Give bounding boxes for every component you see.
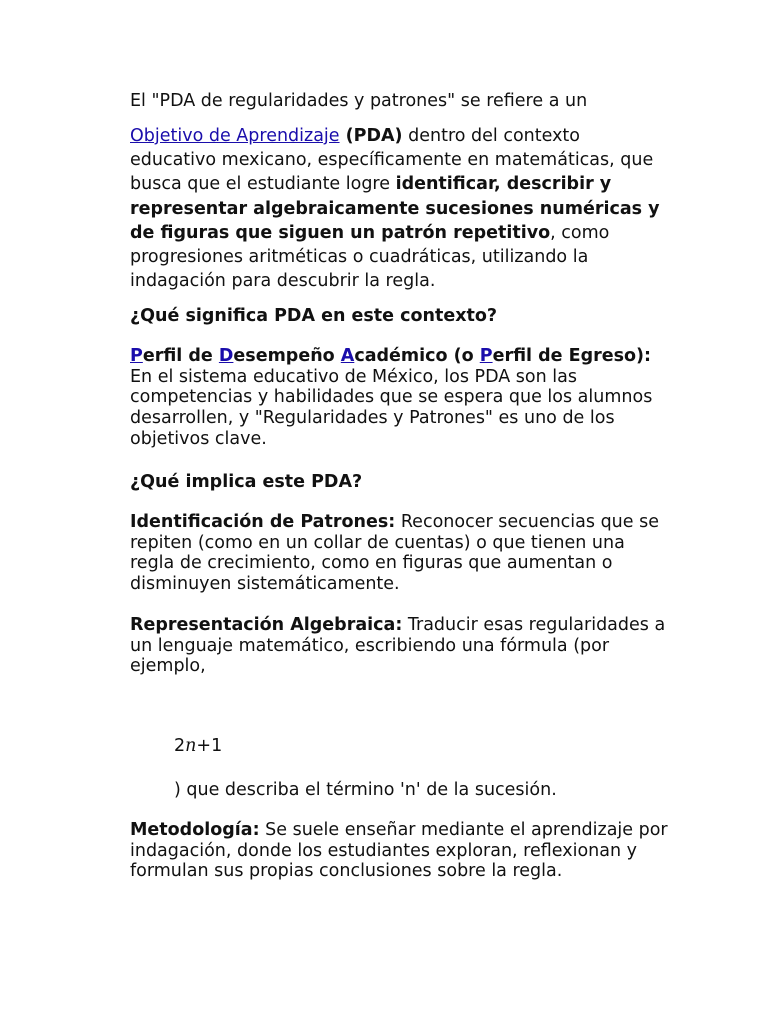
link-letter-p2[interactable]: P <box>479 346 493 366</box>
item-metodologia-label: Metodología: <box>130 820 260 840</box>
intro-line <box>130 89 670 113</box>
item-metodologia-text: Se suele enseñar mediante el aprendizaje por indagación, donde los estudiantes exploran, reflexionan y formulan sus propias conclusiones sobre la regla. <box>130 820 668 882</box>
link-letter-a[interactable]: A <box>340 346 355 366</box>
formula-coefficient: 2 <box>174 736 186 756</box>
perfil-word-1: erfil de <box>142 346 219 366</box>
intro-paragraph <box>130 124 670 293</box>
item-identificacion <box>130 512 670 595</box>
formula-2n-plus-1 <box>174 734 714 758</box>
item-representacion-tail: ) que describa el término 'n' de la sucesión. <box>174 780 557 800</box>
intro-text-b: , como progresiones aritméticas o cuadráticas, utilizando la indagación para descubrir la regla. <box>130 222 610 292</box>
link-letter-p[interactable]: P <box>130 346 143 366</box>
formula-constant: +1 <box>196 736 223 756</box>
intro-line-text: El "PDA de regularidades y patrones" se refiere a un <box>130 91 588 111</box>
item-representacion-text: Traducir esas regularidades a un lenguaje matemático, escribiendo una fórmula (por ejemplo, <box>130 615 666 677</box>
formula-variable: n <box>185 736 197 756</box>
perfil-body: En el sistema educativo de México, los PDA son las competencias y habilidades que se espera que los alumnos desarrollen, y "Regularidades y Patrones" es uno de los objetivos clave. <box>130 366 653 449</box>
item-identificacion-label: Identificación de Patrones: <box>130 512 396 532</box>
heading-que-implica: ¿Qué implica este PDA? <box>130 472 363 492</box>
pda-tag: (PDA) <box>339 126 403 146</box>
item-metodologia <box>130 820 670 882</box>
item-representacion-label: Representación Algebraica: <box>130 615 403 635</box>
item-representacion <box>130 615 670 677</box>
perfil-word-4: erfil de Egreso): <box>492 346 652 366</box>
intro-bold-text: identificar, describir y representar algebraicamente sucesiones numéricas y de figuras que siguen un patrón repetitivo <box>130 174 660 243</box>
perfil-title <box>130 346 651 366</box>
perfil-paragraph <box>130 346 670 450</box>
objetivo-aprendizaje-link[interactable]: Objetivo de Aprendizaje <box>130 126 340 146</box>
item-identificacion-text: Reconocer secuencias que se repiten (como en un collar de cuentas) o que tienen una regla de crecimiento, como en figuras que aumentan o disminuyen sistemáticamente. <box>130 512 659 595</box>
link-letter-d[interactable]: D <box>218 346 234 366</box>
intro-text-a: dentro del contexto educativo mexicano, específicamente en matemáticas, que busca que el estudiante logre <box>130 126 654 195</box>
perfil-word-2: esempeño <box>233 346 341 366</box>
heading-que-significa: ¿Qué significa PDA en este contexto? <box>130 306 498 326</box>
perfil-word-3: cadémico (o <box>354 346 480 366</box>
